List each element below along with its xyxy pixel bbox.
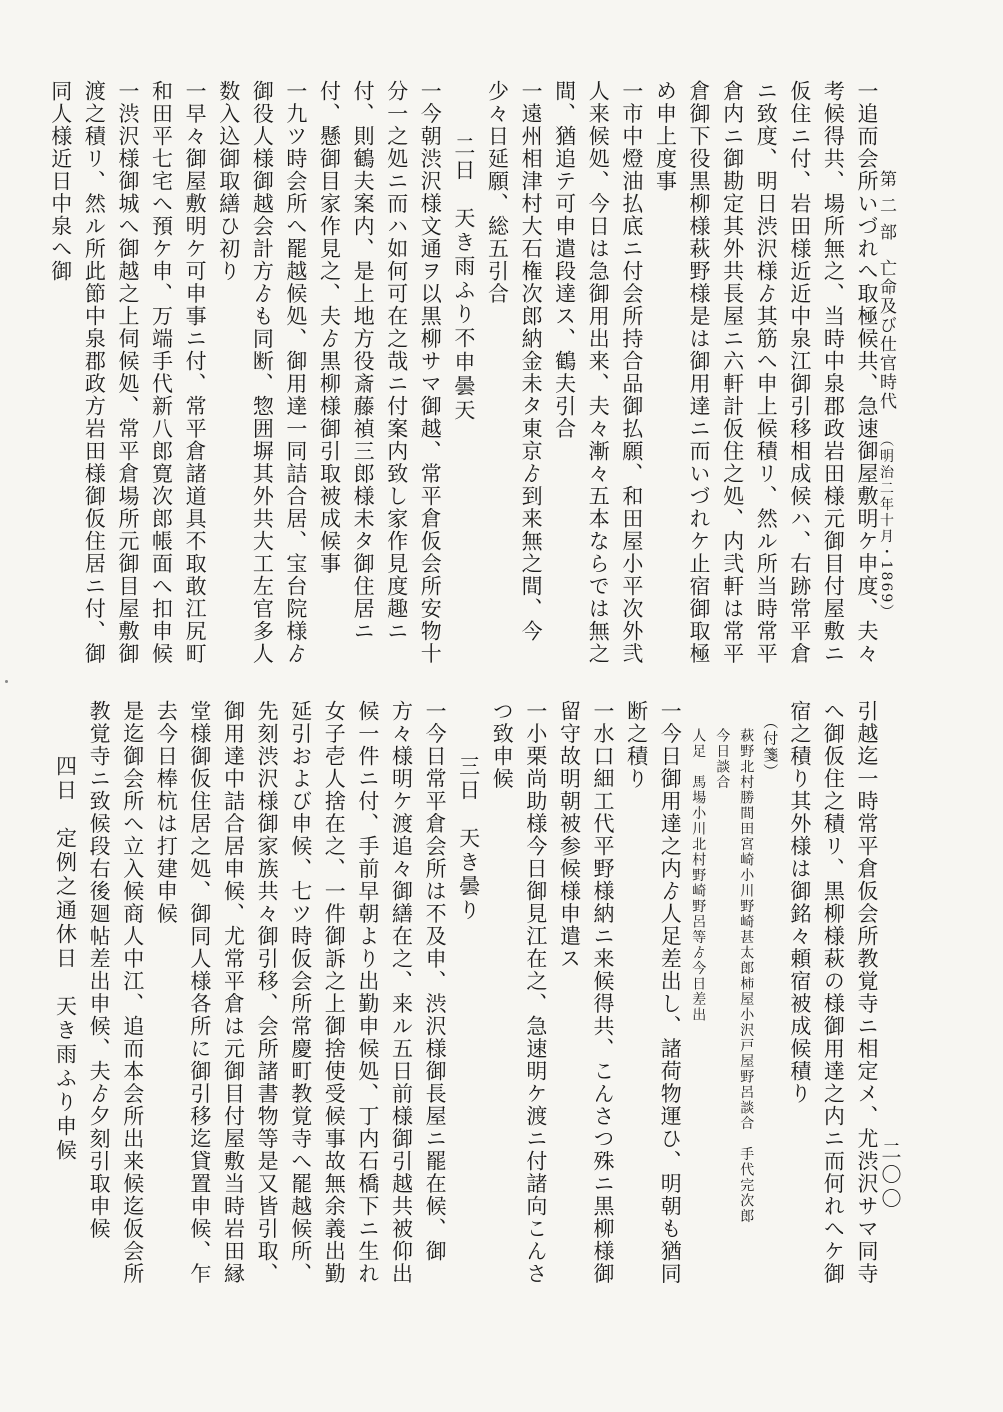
entry-paragraph: 一追而会所いづれへ取極候共、急速御屋敷明ケ申度、夫々考候得共、場所無之、当時中泉郡政岩田様元御目付屋敷ニ仮住ニ付、岩田様近近中泉江御引移相成候ハ、右跡常平倉ニ致度、明日渋沢様ゟ其筋へ申上候積リ、然ル所当時常平倉内ニ御勘定其外共長屋ニ六軒計仮住之処、内弐軒は常平倉御下役黒柳様萩野様是は御用達ニ而いづれケ止宿御取極め申上度事: [653, 80, 879, 665]
entry-paragraph: 一小栗尚助様今日御見江在之、急速明ケ渡ニ付諸向こんさつ致申候: [490, 700, 548, 1285]
diary-date-heading: 二日 天き雨ふり不申曇天: [451, 134, 476, 423]
lower-text-block: [48, 700, 883, 1300]
entry-paragraph: 一今日常平倉会所は不及申、渋沢様御長屋ニ罷在候、御方々様明ケ渡追々御繕在之、来ル五日前様御引越共被仰出候一件ニ付、手前早朝より出勤申候処、丁内石橋下ニ生れ女子壱人捨在之、一件御訴之上御捨使受候事故無余義出勤延引および申候、七ツ時仮会所常慶町教覚寺へ罷越候所、先刻渋沢様御家族共々御引移、会所諸書物等是又皆引取、御用達中詰合居申候、尤常平倉は元御目付屋敷当時岩田縁堂様御仮住居之処、御同人様各所に御引移迄貸置申候、乍去今日棒杭は打建申候: [154, 700, 448, 1285]
entry-paragraph: 引越迄一時常平倉仮会所教覚寺ニ相定メ、尤渋沢サマ同寺へ御仮住之積リ、黒柳様萩の様御用達之内ニ而何れへケ御宿之積り其外様は御銘々頼宿被成候積り: [787, 700, 879, 1285]
chapter-title: 亡命及び仕官時代: [876, 259, 896, 412]
diary-date-heading: 四日 定例之通休日 天き雨ふり申候: [53, 754, 78, 1163]
entry-paragraph: 一九ツ時会所へ罷越候処、御用達一同詰合居、宝台院様ゟ御役人様御越会計方ゟも同断、惣囲塀其外共大工左官多人数入込御取繕ひ初り: [216, 80, 308, 665]
entry-paragraph: 一遠州相津村大石権次郎納金未タ東京ゟ到来無之間、今少々日延願、総五引合: [485, 80, 544, 643]
attached-note-line: 今日談合: [714, 728, 731, 790]
attached-note-label: （付箋）: [761, 714, 780, 780]
entry-paragraph: 是迄御会所へ立入候商人中江、追而本会所出来候迄仮会所教覚寺ニ致候段右後廻帖差出申候、夫ゟ夕刻引取申候: [87, 700, 145, 1285]
part-label: 第 二 部: [876, 170, 896, 242]
attached-note-line: 萩野北村勝間田宮崎小川野崎甚太郎柿屋小沢戸屋野呂談合 手代完次郎: [738, 728, 755, 1224]
diary-date-heading: 三日 天き曇り: [456, 754, 481, 923]
entry-paragraph: 一今日御用達之内ゟ人足差出し、諸荷物運ひ、明朝も猶同断之積り: [624, 700, 683, 1285]
entry-paragraph: 一市中燈油払底ニ付会所持合品御払願、和田屋小平次外弐人来候処、今日は急御用出来、夫々漸々五本ならでは無之間、猶追テ可申遣段達ス、鶴夫引合: [552, 80, 644, 665]
attached-note: [686, 700, 782, 1300]
entry-paragraph: 一渋沢様御城へ御越之上伺候処、常平倉場所元御目屋敷御渡之積リ、然ル所此節中泉郡政方岩田様御仮住居ニ付、御同人様近日中泉へ御: [48, 80, 140, 665]
attached-note-line: 人足 馬場小川北村野崎野呂等ゟ今日差出: [690, 728, 707, 1023]
paper-speck: [5, 680, 8, 683]
period-date: （明治二年十月・1869）: [878, 432, 894, 621]
entry-paragraph: 一今朝渋沢様文通ヲ以黒柳サマ御越、常平倉仮会所安物十分一之処ニ而ハ如何可在之哉ニ付案内致し家作見度趣ニ付、則鶴夫案内、是上地方役斎藤禎三郎様未タ御住居ニ付、懸御目家作見之、夫ゟ黒柳様御引取被成候事: [317, 80, 443, 665]
upper-text-block: [43, 80, 883, 685]
entry-paragraph: 一水口細工代平野様納ニ来候得共、こんさつ殊ニ黒柳様御留守故明朝被参候様申遣ス: [557, 700, 616, 1285]
page-number: 二〇〇: [878, 1140, 902, 1212]
entry-paragraph: 一早々御屋敷明ケ可申事ニ付、常平倉諸道具不取敢江尻町和田平七宅へ預ケ申、万端手代新八郎寛次郎帳面へ扣申候: [149, 80, 208, 665]
